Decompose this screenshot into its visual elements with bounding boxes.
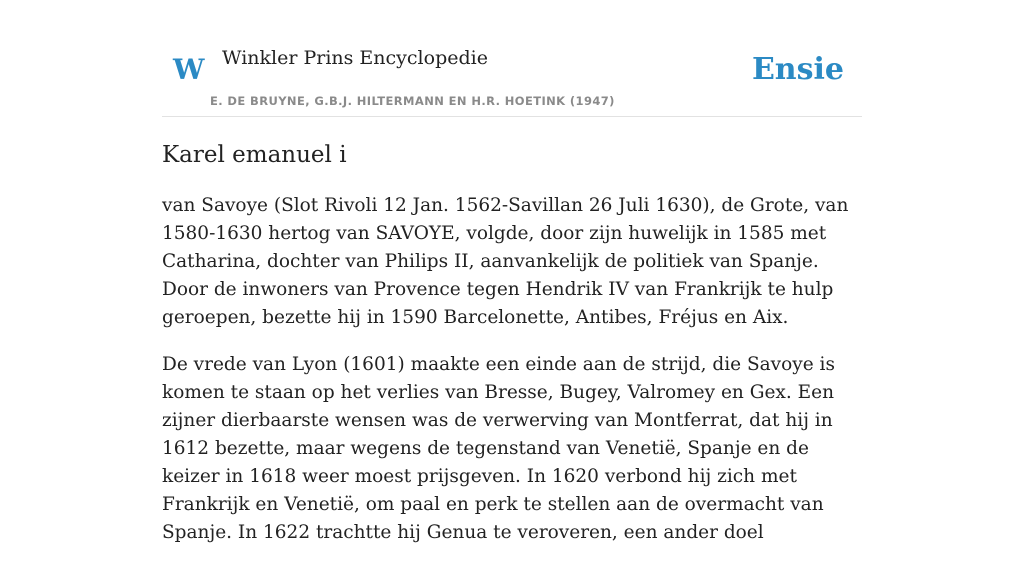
- page-container: [162, 0, 862, 543]
- book-authors: E. DE BRUYNE, G.B.J. HILTERMANN EN H.R. HOETINK (1947): [210, 94, 615, 108]
- book-title-link[interactable]: Winkler Prins Encyclopedie: [222, 47, 488, 69]
- article-paragraph: van Savoye (Slot Rivoli 12 Jan. 1562-Savillan 26 Juli 1630), de Grote, van 1580-1630 hertog van SAVOYE, volgde, door zijn huwelijk in 1585 met Catharina, dochter van Philips II, aanvankelijk de politiek van Spanje. Door de inwoners van Provence tegen Hendrik IV van Frankrijk te hulp geroepen, bezette hij in 1590 Barcelonette, Antibes, Fréjus en Aix.: [162, 195, 849, 328]
- article-paragraph: De vrede van Lyon (1601) maakte een einde aan de strijd, die Savoye is komen te staan op het verlies van Bresse, Bugey, Valromey en Gex. Een zijner dierbaarste wensen was de verwerving van Montferrat, dat hij in 1612 bezette, maar wegens de tegenstand van Venetië, Spanje en de keizer in 1618 weer moest prijsgeven. In 1620 verbond hij zich met Frankrijk en Venetië, om paal en perk te stellen aan de overmacht van Spanje. In 1622 trachtte hij Genua te veroveren, een ander doel: [162, 354, 835, 543]
- article-title: Karel emanuel i: [162, 142, 347, 168]
- winkler-prins-logo[interactable]: W: [173, 53, 205, 86]
- ensie-logo[interactable]: Ensie: [751, 52, 844, 87]
- article-body: [162, 192, 862, 566]
- header: [162, 0, 862, 117]
